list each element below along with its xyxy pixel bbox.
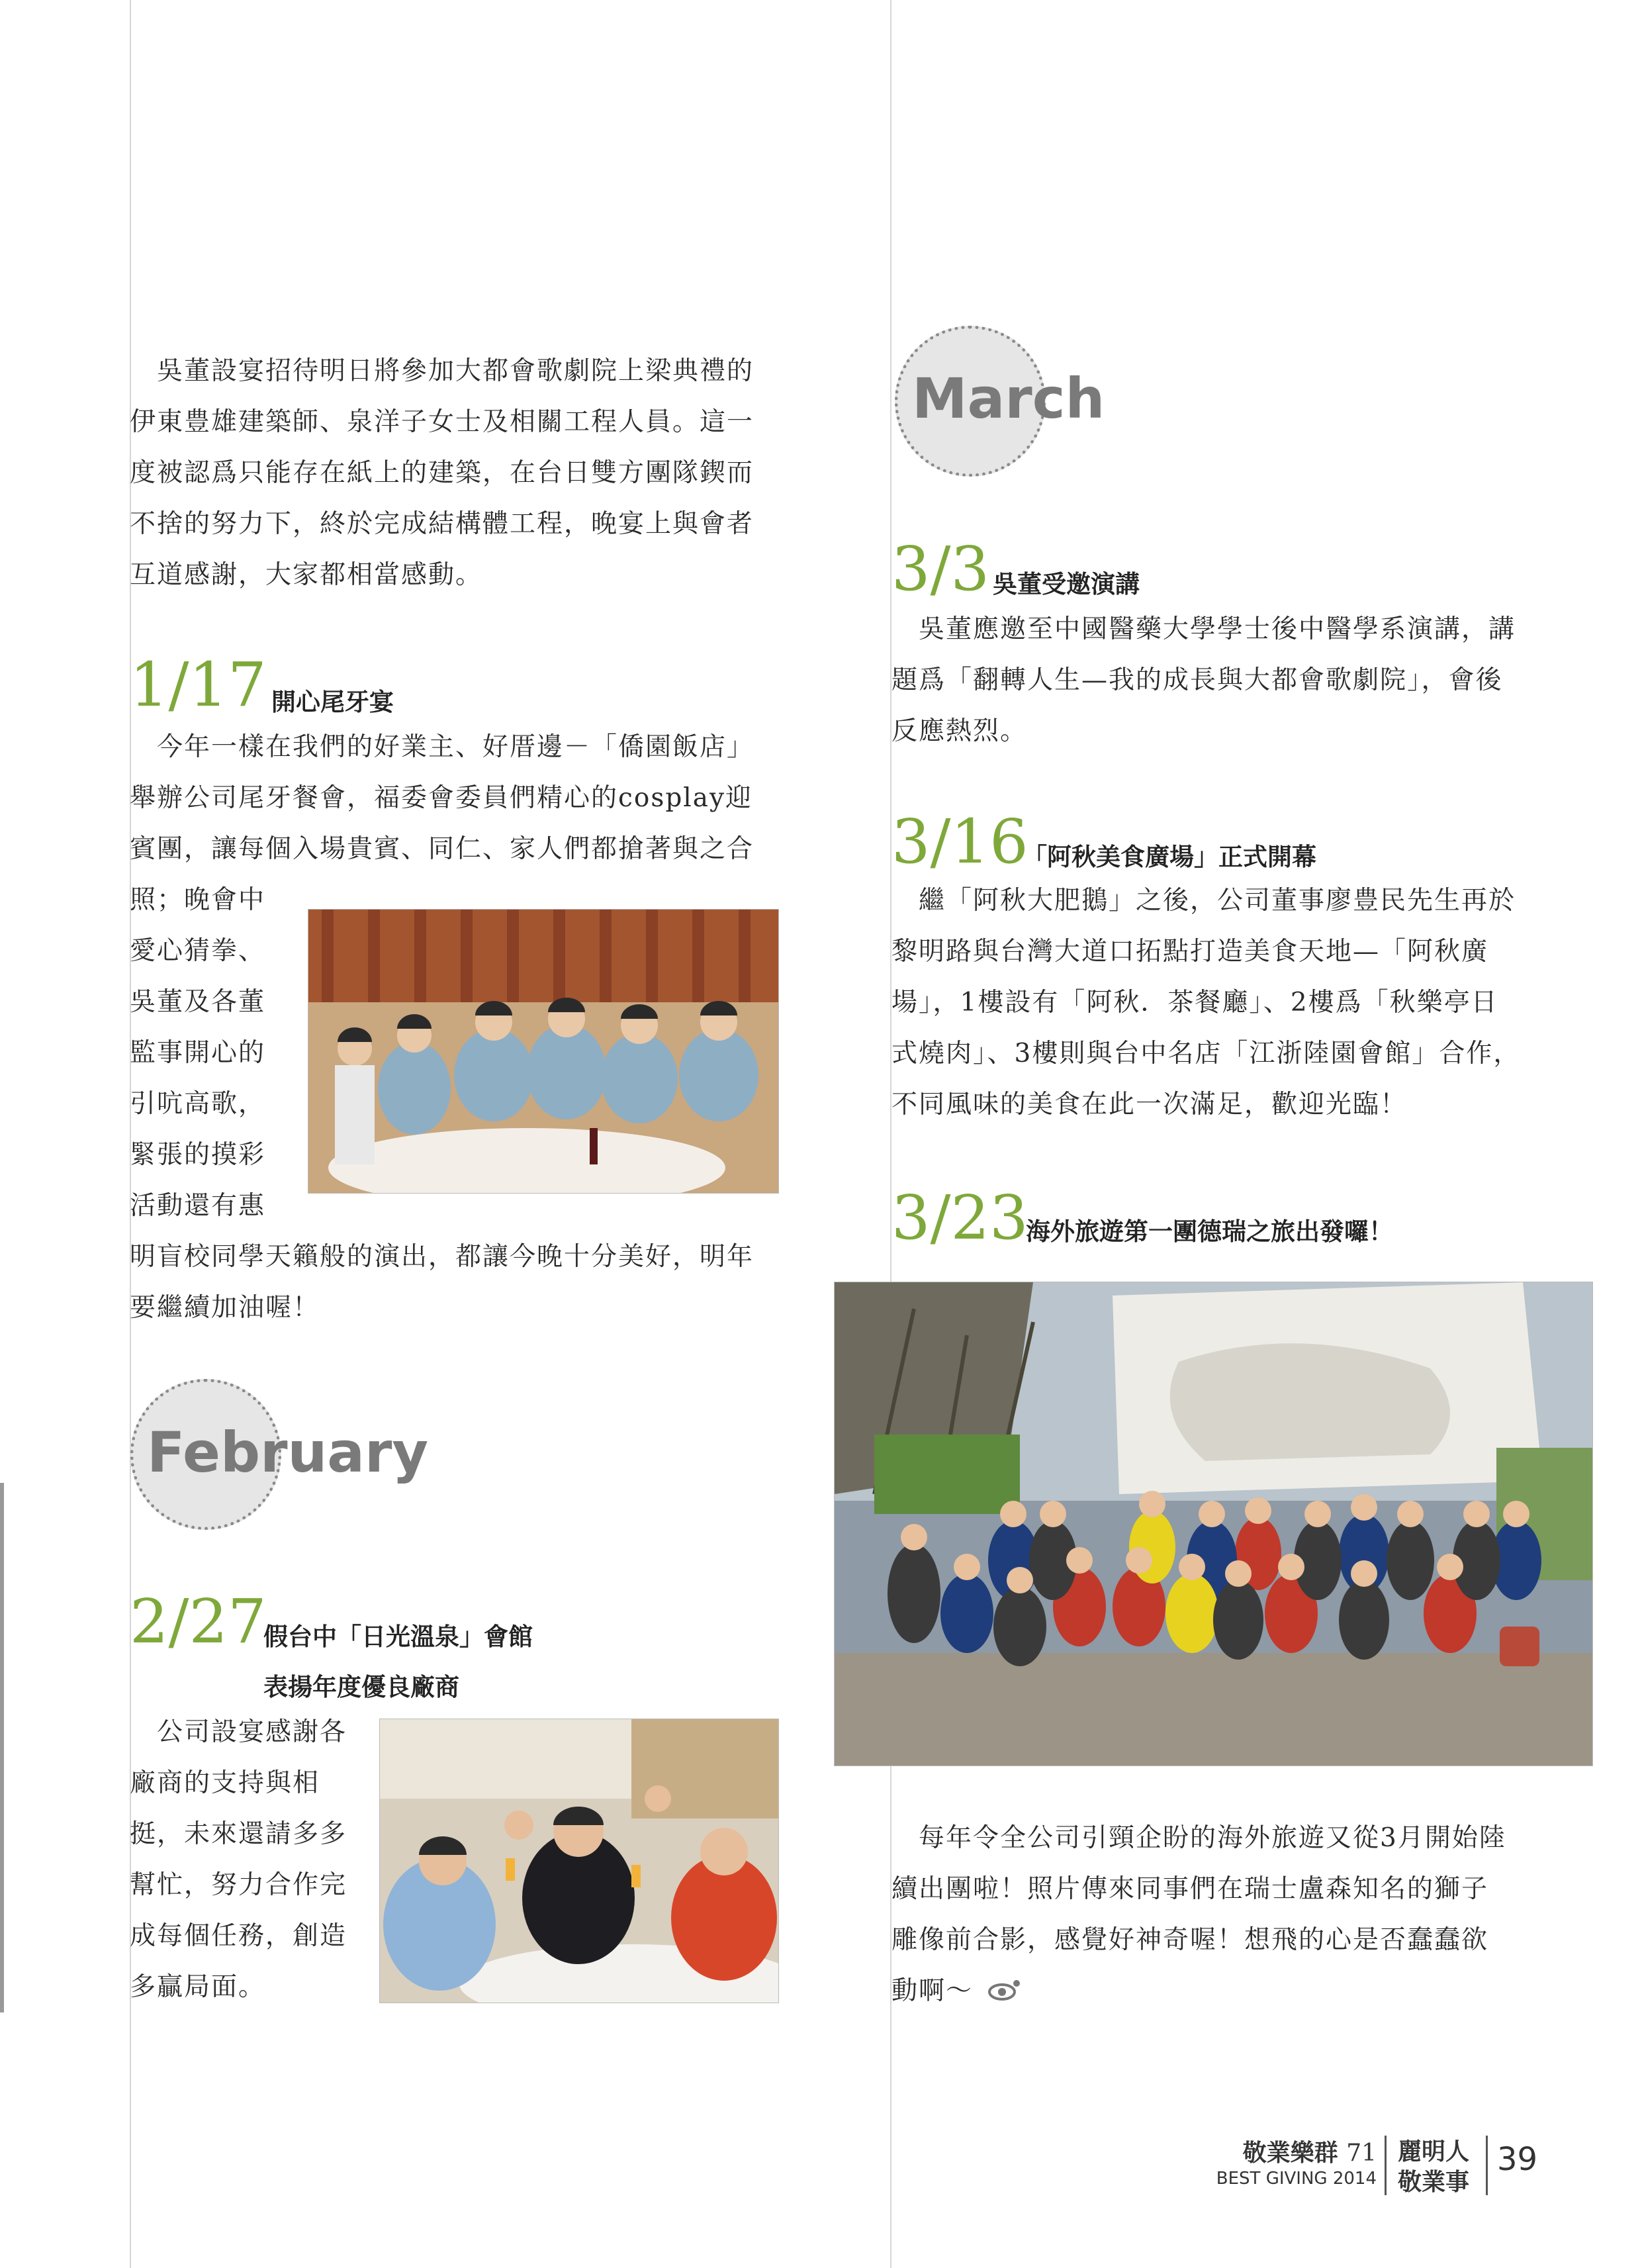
body-line: 雕像前合影，感覺好神奇喔！想飛的心是否蠢蠢欲 (891, 1925, 1489, 1955)
body-line: 幫忙，努力合作完 (130, 1870, 347, 1900)
body-line: 黎明路與台灣大道口拓點打造美食天地—「阿秋廣 (891, 937, 1489, 967)
body-line: 廠商的支持與相 (130, 1768, 320, 1798)
magazine-name: 敬業樂群 (1242, 2139, 1338, 2167)
event-body (130, 1707, 368, 2012)
body-line: 式燒肉」、3樓則與台中名店「江浙陸園會館」合作， (891, 1039, 1521, 1068)
event-title: 開心尾牙宴 (271, 688, 394, 716)
body-line: 今年一樣在我們的好業主、好厝邊－「僑園飯店」 (130, 732, 754, 762)
event-body (891, 875, 1553, 1130)
event-title: 「阿秋美食廣場」正式開幕 (1023, 843, 1316, 871)
lion-monument-group-photo (834, 1282, 1593, 1766)
intro-paragraph (130, 346, 785, 600)
body-line: 公司設宴感謝各 (130, 1717, 347, 1747)
section-name-1: 麗明人 (1398, 2138, 1470, 2165)
magazine-title (1243, 2134, 1377, 2168)
footer-divider (1385, 2136, 1387, 2195)
page-number: 39 (1497, 2141, 1538, 2178)
event-body (891, 1813, 1553, 2018)
event-date: 2/27 (130, 1586, 267, 1657)
event-date: 3/16 (891, 806, 1028, 877)
body-line: 活動還有惠 (130, 1191, 266, 1221)
eye-swirl-icon (987, 1967, 1022, 2018)
body-line: 挺，未來還請多多 (130, 1819, 347, 1849)
event-title: 海外旅遊第一團德瑞之旅出發囉！ (1026, 1217, 1393, 1246)
footer-divider-2 (1486, 2136, 1488, 2195)
issue-number: 71 (1346, 2140, 1377, 2167)
event-body (891, 604, 1553, 757)
magazine-english: BEST GIVING 2014 (1216, 2169, 1377, 2189)
body-line: 監事開心的 (130, 1038, 266, 1068)
event-title: 吳董受邀演講 (993, 570, 1140, 598)
body-line: 吳董及各董 (130, 987, 266, 1017)
body-line: 愛心猜拳、 (130, 936, 266, 966)
intro-line: 度被認爲只能存在紙上的建築，在台日雙方團隊鍥而 (130, 458, 754, 488)
body-line: 緊張的摸彩 (130, 1140, 266, 1170)
body-line: 繼「阿秋大肥鵝」之後，公司董事廖豊民先生再於 (891, 886, 1516, 916)
intro-line: 互道感謝，大家都相當感動。 (130, 560, 483, 590)
event-title-line2: 表揚年度優良廠商 (263, 1673, 459, 1701)
body-line: 題爲「翻轉人生—我的成長與大都會歌劇院」，會後 (891, 665, 1503, 695)
body-line: 每年令全公司引頸企盼的海外旅遊又從3月開始陸 (891, 1823, 1506, 1853)
body-line: 吳董應邀至中國醫藥大學學士後中醫學系演講，講 (891, 614, 1516, 644)
event-date: 3/3 (891, 534, 990, 604)
intro-line: 伊東豊雄建築師、泉洋子女士及相關工程人員。這一 (130, 407, 754, 437)
body-line: 續出團啦！照片傳來同事們在瑞士盧森知名的獅子 (891, 1874, 1489, 1904)
section-name-2: 敬業事 (1398, 2168, 1470, 2196)
month-label-march: March (912, 366, 1105, 431)
footer (1191, 2133, 1538, 2206)
body-line-text: 動啊～ (891, 1976, 974, 2006)
year-end-party-photo (308, 909, 779, 1194)
vendor-banquet-photo (379, 1719, 779, 2003)
event-title: 假台中「日光溫泉」會館 (263, 1623, 533, 1651)
body-line: 要繼續加油喔！ (130, 1293, 320, 1323)
month-label-february: February (147, 1420, 429, 1485)
intro-line: 不捨的努力下，終於完成結構體工程，晚宴上與會者 (130, 509, 754, 539)
body-line: 引吭高歌， (130, 1089, 266, 1119)
intro-line: 吳董設宴招待明日將參加大都會歌劇院上梁典禮的 (130, 356, 754, 386)
body-line: 賓團，讓每個入場貴賓、同仁、家人們都搶著與之合 (130, 834, 754, 864)
event-date: 3/23 (891, 1182, 1028, 1253)
page-edge-mark (0, 1483, 4, 2012)
body-line: 舉辦公司尾牙餐會，福委會委員們精心的cosplay迎 (130, 783, 753, 813)
event-date: 1/17 (130, 649, 267, 720)
body-line (891, 1965, 1553, 2018)
body-line: 多贏局面。 (130, 1972, 266, 2002)
body-line: 明盲校同學天籟般的演出，都讓今晚十分美好，明年 (130, 1242, 754, 1272)
body-line: 反應熱烈。 (891, 716, 1028, 746)
body-line: 不同風味的美食在此一次滿足，歡迎光臨！ (891, 1090, 1408, 1119)
body-line: 成每個任務，創造 (130, 1921, 347, 1951)
body-line: 場」，1樓設有「阿秋．茶餐廳」、2樓爲「秋樂亭日 (891, 988, 1498, 1017)
body-line: 照；晚會中 (130, 885, 266, 915)
